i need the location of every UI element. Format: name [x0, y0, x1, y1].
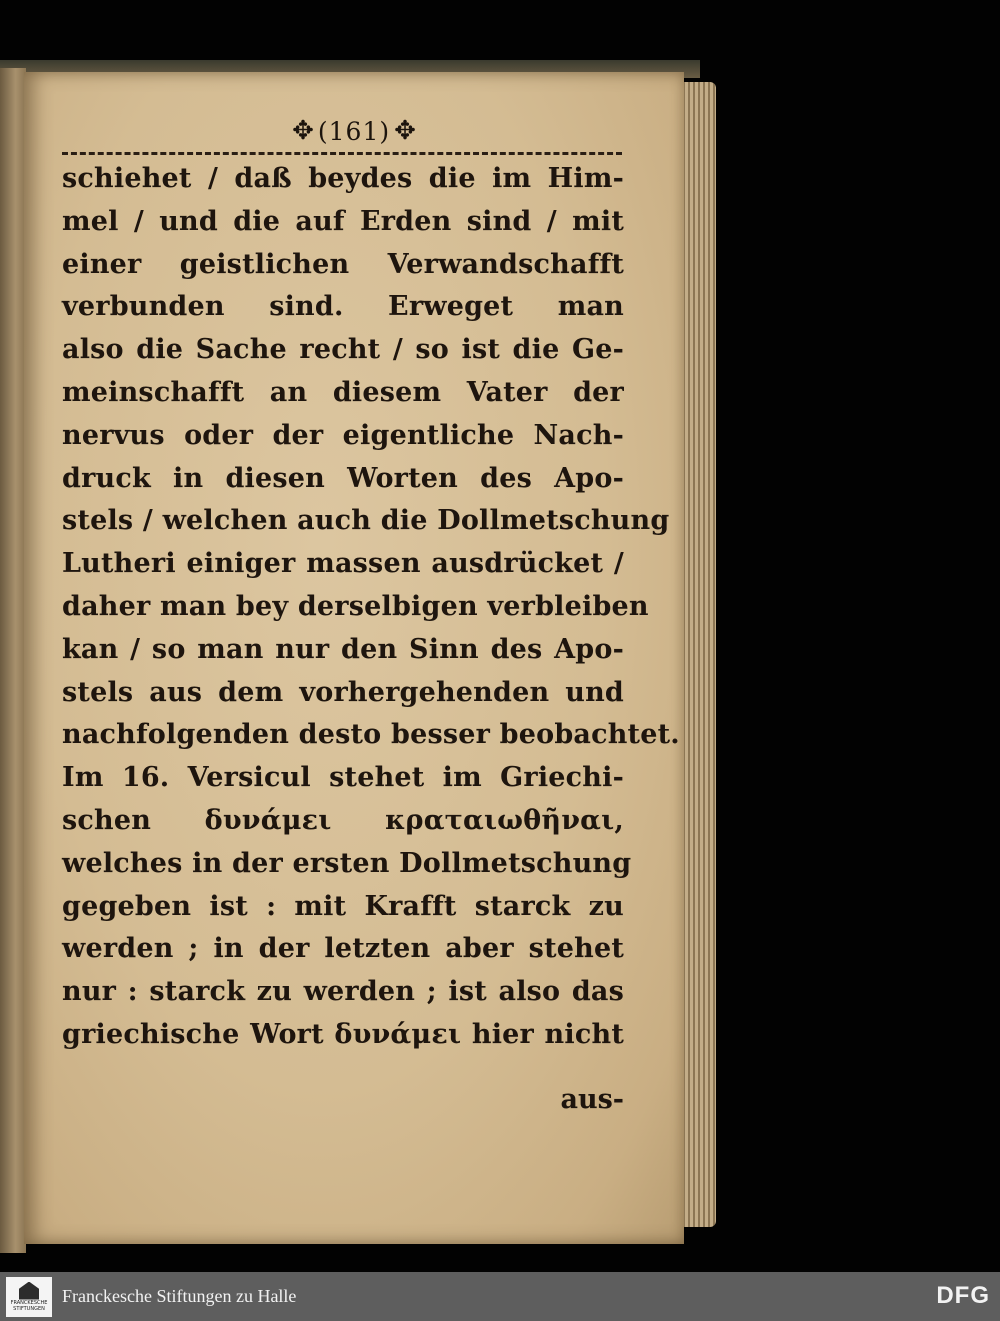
text-line: Im 16. Versicul stehet im Griechi-: [62, 762, 624, 794]
text-line: einer geistlichen Verwandschafft: [62, 248, 624, 280]
text-line: nervus oder der eigentliche Nach-: [62, 419, 624, 451]
text-line: stels / welchen auch die Dollmetschung: [62, 505, 670, 537]
text-line: griechische Wort δυνάμει hier nicht: [62, 1018, 624, 1050]
logo-text-2: STIFTUNGEN: [13, 1305, 45, 1312]
text-line: schen δυνάμει κραταιωθῆναι,: [62, 804, 624, 836]
text-line: werden ; in der letzten aber stehet: [62, 933, 624, 965]
text-line: meinschafft an diesem Vater der: [62, 376, 624, 408]
text-block: [62, 158, 680, 1057]
text-line: daher man bey derselbigen verbleiben: [62, 590, 649, 622]
text-line: nur : starck zu werden ; ist also das: [62, 976, 624, 1008]
text-line: gegeben ist : mit Krafft starck zu: [62, 890, 624, 922]
text-line: nachfolgenden desto besser beobachtet.: [62, 719, 680, 751]
ornament-left-icon: ✥: [292, 116, 314, 146]
catchword: aus-: [560, 1084, 624, 1115]
book-page: [24, 72, 684, 1244]
text-line: schiehet / daß beydes die im Him-: [62, 163, 624, 194]
text-line: mel / und die auf Erden sind / mit: [62, 205, 624, 237]
text-line: verbunden sind. Erweget man: [62, 291, 624, 323]
ornament-right-icon: ✥: [394, 116, 416, 146]
text-line: druck in diesen Worten des Apo-: [62, 462, 624, 494]
page-number: (161): [317, 116, 391, 146]
facing-page-edge: [0, 68, 26, 1253]
page-header: [274, 114, 434, 148]
text-line: Lutheri einiger massen ausdrücket /: [62, 548, 624, 580]
text-line: also die Sache recht / so ist die Ge-: [62, 334, 624, 366]
text-line: welches in der ersten Dollmetschung: [62, 847, 632, 879]
institution-name[interactable]: Franckesche Stiftungen zu Halle: [62, 1286, 297, 1306]
text-line: stels aus dem vorhergehenden und: [62, 676, 624, 708]
footer-bar: [0, 1272, 1000, 1321]
logo-text-1: FRANCKESCHE: [10, 1299, 48, 1306]
institution-logo[interactable]: [6, 1277, 52, 1317]
building-icon: [19, 1282, 39, 1300]
dfg-logo[interactable]: DFG: [936, 1282, 990, 1309]
text-line: kan / so man nur den Sinn des Apo-: [62, 633, 624, 665]
